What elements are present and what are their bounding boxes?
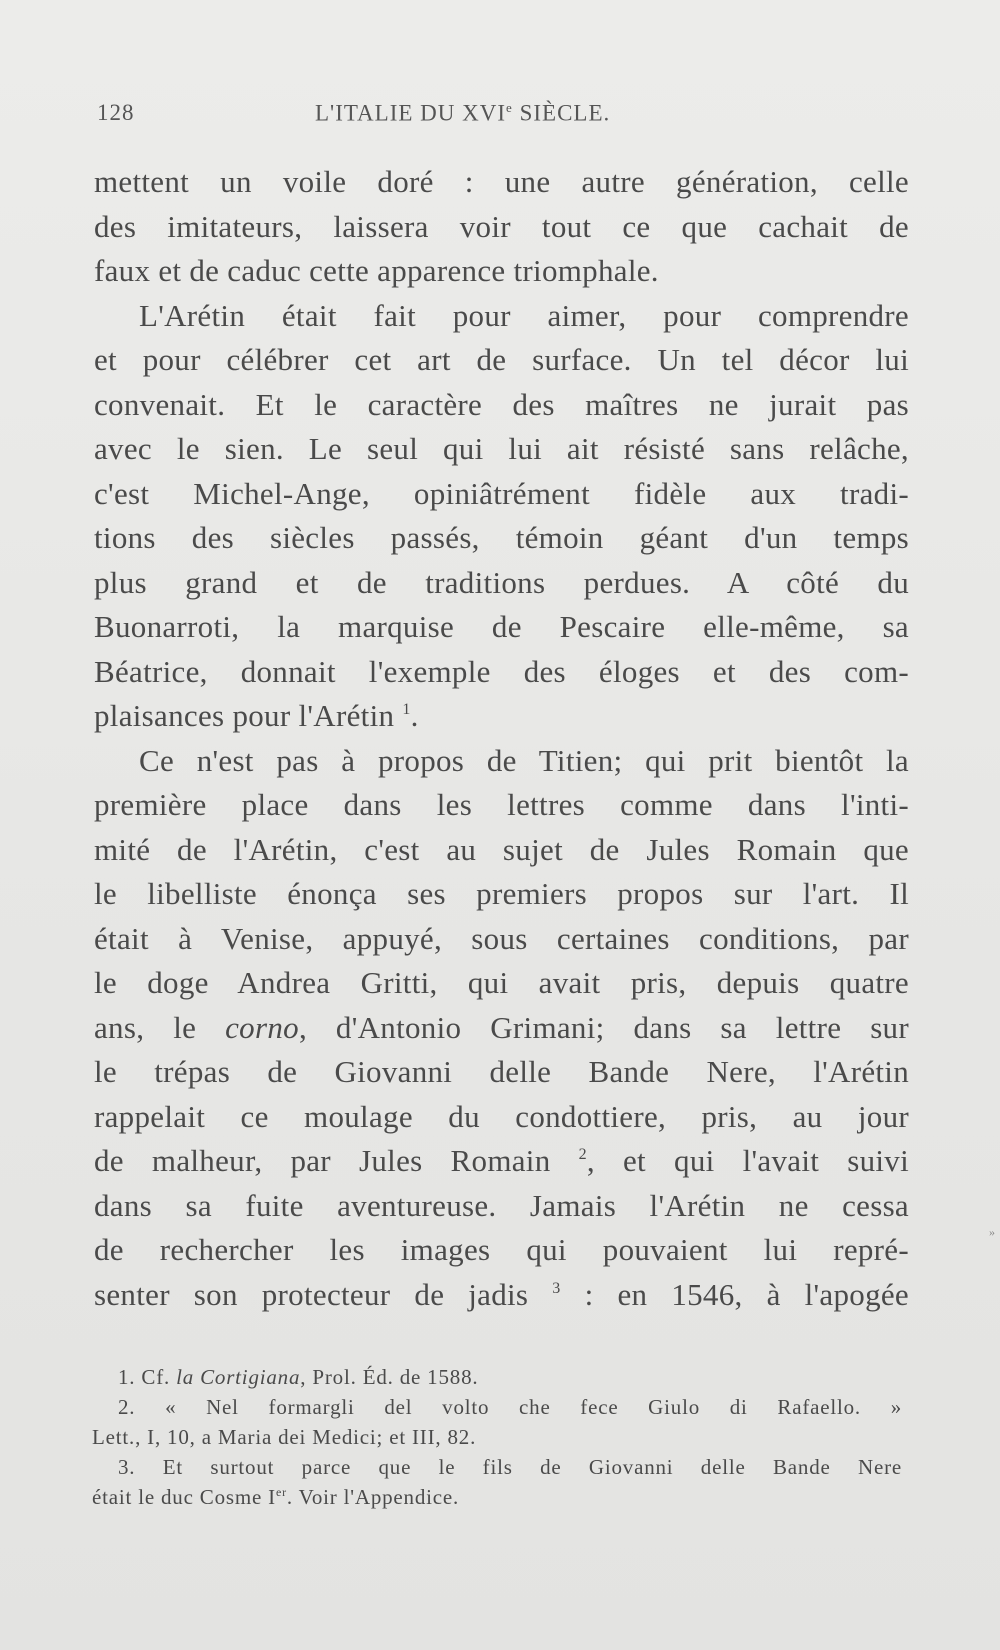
text-line: le doge Andrea Gritti, qui avait pris, depuis quatre (94, 965, 909, 1000)
footnote-3-line: 3. Et surtout parce que le fils de Giovanni delle Bande Nere (118, 1455, 902, 1479)
text-run: de malheur, par Jules Romain (94, 1143, 579, 1178)
running-title-superscript: e (506, 100, 513, 115)
footnote-2-line: Lett., I, 10, a Maria dei Medici; et III, 82. (92, 1425, 477, 1449)
text-run: : en 1546, à l'apogée (560, 1276, 909, 1312)
text-line: le libelliste énonça ses premiers propos sur l'art. Il (94, 876, 909, 911)
margin-mark: » (989, 1225, 995, 1239)
text-line: des imitateurs, laissera voir tout ce que cachait de (94, 208, 909, 244)
text-line: Béatrice, donnait l'exemple des éloges et des com- (94, 653, 909, 689)
text-run: était le duc Cosme I (92, 1485, 276, 1509)
text-line: de rechercher les images qui pouvaient lui repré- (94, 1232, 909, 1267)
text-line: c'est Michel-Ange, opiniâtrément fidèle aux tradi- (94, 475, 909, 511)
footnote-3-line (92, 1482, 902, 1512)
text-line: le trépas de Giovanni delle Bande Nere, l'Arétin (94, 1054, 909, 1089)
text-line: Ce n'est pas à propos de Titien; qui prit bientôt la (139, 742, 909, 778)
italic-term: corno (225, 1009, 299, 1045)
text-run: plaisances pour l'Arétin (94, 698, 403, 733)
text-run: senter son protecteur de jadis (94, 1276, 553, 1312)
footnote-ref-1: 1 (402, 701, 411, 718)
running-title-main: L'ITALIE DU XVI (315, 100, 507, 126)
running-header (97, 100, 907, 140)
footnotes (92, 1362, 902, 1512)
footnote-2-line: 2. « Nel formargli del volto che fece Giulo di Rafaello. » (118, 1395, 902, 1419)
text-line: rappelait ce moulage du condottiere, pris, au jour (94, 1098, 909, 1134)
text-run: 1. Cf. (118, 1365, 177, 1389)
text-line (94, 1006, 909, 1051)
text-line: L'Arétin était fait pour aimer, pour comprendre (139, 297, 909, 333)
text-line: faux et de caduc cette apparence triomphale. (94, 253, 659, 288)
text-line: plus grand et de traditions perdues. A côté du (94, 564, 909, 600)
text-line: tions des siècles passés, témoin géant d'un temps (94, 520, 909, 555)
text-line: avec le sien. Le seul qui lui ait résisté sans relâche, (94, 431, 909, 466)
text-run: ans, le (94, 1009, 226, 1045)
main-text (94, 160, 909, 1317)
text-line: était à Venise, appuyé, sous certaines conditions, par (94, 920, 909, 956)
text-line: mité de l'Arétin, c'est au sujet de Jules Romain que (94, 831, 909, 867)
text-line (94, 1139, 909, 1184)
page-number: 128 (97, 100, 135, 125)
text-line: première place dans les lettres comme dans l'inti- (94, 787, 909, 822)
text-line: mettent un voile doré : une autre génération, celle (94, 164, 909, 199)
text-line: dans sa fuite aventureuse. Jamais l'Arétin ne cessa (94, 1187, 909, 1223)
italic-title: la Cortigiana (176, 1365, 301, 1389)
running-title (315, 100, 610, 127)
text-run: . Voir l'Appendice. (286, 1485, 460, 1509)
footnote-ref-2: 2 (578, 1146, 587, 1163)
text-line (94, 694, 909, 739)
text-line: convenait. Et le caractère des maîtres ne jurait pas (94, 386, 909, 422)
footnote-ref-3: 3 (552, 1279, 561, 1297)
text-line: Buonarroti, la marquise de Pescaire elle-même, sa (94, 609, 909, 644)
text-run: , d'Antonio Grimani; dans sa lettre sur (298, 1009, 909, 1045)
text-line: et pour célébrer cet art de surface. Un tel décor lui (94, 342, 909, 377)
running-title-end: SIÈCLE. (512, 100, 611, 126)
text-run: . (410, 698, 419, 733)
text-run: , Prol. Éd. de 1588. (300, 1365, 479, 1389)
superscript: er (275, 1485, 287, 1499)
footnote-1 (92, 1362, 902, 1392)
text-run: , et qui l'avait suivi (586, 1143, 909, 1178)
text-line (94, 1273, 909, 1318)
